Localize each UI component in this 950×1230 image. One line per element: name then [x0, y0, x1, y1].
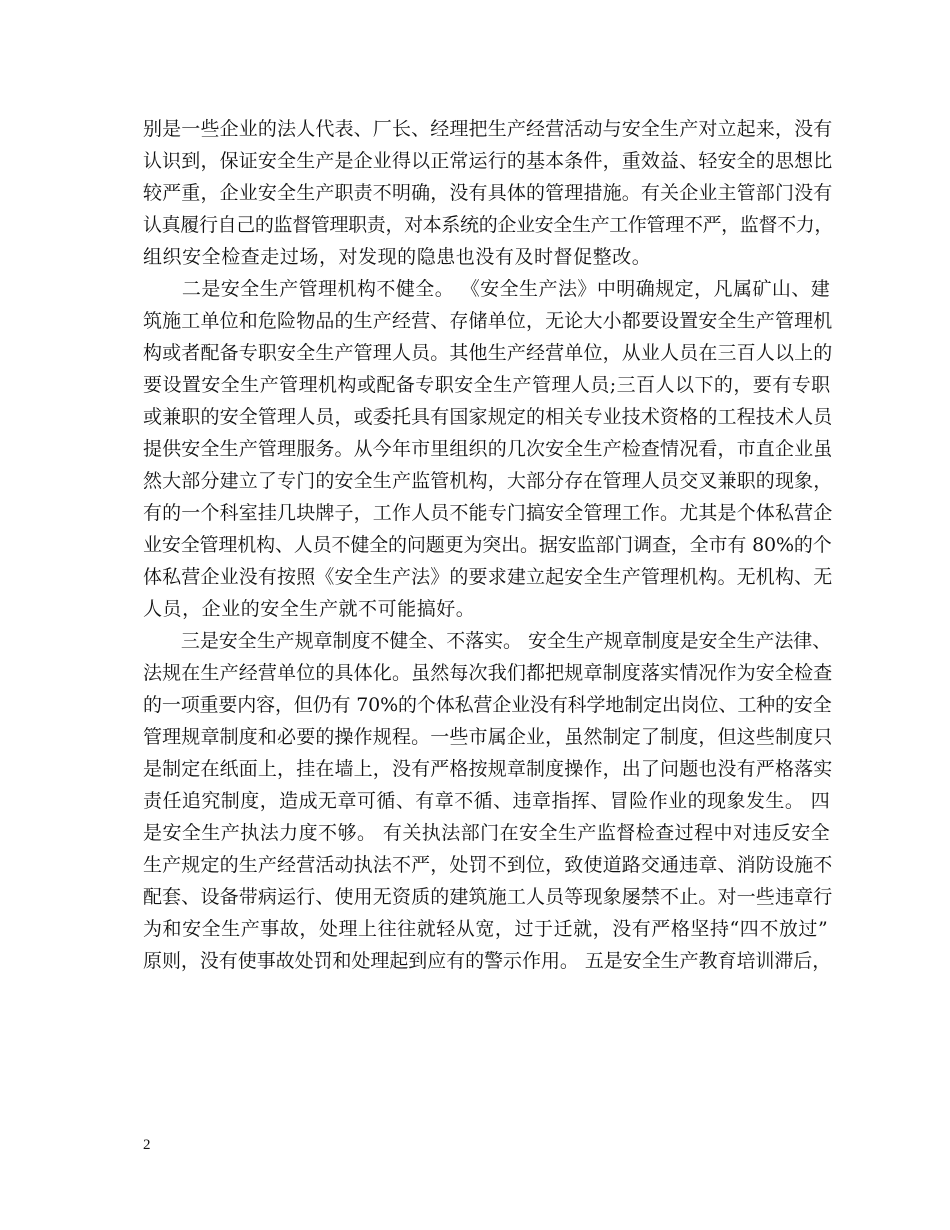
text-line: 业安全管理机构、人员不健全的问题更为突出。据安监部门调查，全市有 80%的个 — [143, 534, 832, 556]
text-line: 法规在生产经营单位的具体化。虽然每次我们都把规章制度落实情况作为安全检查 — [143, 662, 833, 684]
text-line: 配套、设备带病运行、使用无资质的建筑施工人员等现象屡禁不止。对一些违章行 — [143, 886, 833, 908]
text-line: 然大部分建立了专门的安全生产监管机构，大部分存在管理人员交叉兼职的现象， — [143, 470, 833, 492]
text-line: 为和安全生产事故，处理上往往就轻从宽，过于迁就，没有严格坚持“四不放过” — [143, 918, 829, 940]
page-number: 2 — [143, 1137, 151, 1153]
text-line: 责任追究制度，造成无章可循、有章不循、违章指挥、冒险作业的现象发生。 四 — [143, 790, 831, 812]
text-line: 三是安全生产规章制度不健全、不落实。 安全生产规章制度是安全生产法律、 — [143, 630, 832, 652]
text-line: 的一项重要内容，但仍有 70%的个体私营企业没有科学地制定出岗位、工种的安全 — [143, 694, 832, 716]
text-line: 较严重，企业安全生产职责不明确，没有具体的管理措施。有关企业主管部门没有 — [143, 182, 833, 204]
text-line: 管理规章制度和必要的操作规程。一些市属企业，虽然制定了制度，但这些制度只 — [143, 726, 833, 748]
text-line: 别是一些企业的法人代表、厂长、经理把生产经营活动与安全生产对立起来，没有 — [143, 118, 833, 140]
text-line: 组织安全检查走过场，对发现的隐患也没有及时督促整改。 — [143, 246, 652, 268]
text-line: 是制定在纸面上，挂在墙上，没有严格按规章制度操作，出了问题也没有严格落实 — [143, 758, 833, 780]
text-line: 生产规定的生产经营活动执法不严，处罚不到位，致使道路交通违章、消防设施不 — [143, 854, 833, 876]
text-line: 认识到，保证安全生产是企业得以正常运行的基本条件，重效益、轻安全的思想比 — [143, 150, 833, 172]
text-line: 二是安全生产管理机构不健全。 《安全生产法》中明确规定，凡属矿山、建 — [143, 278, 831, 300]
text-line: 人员，企业的安全生产就不可能搞好。 — [143, 598, 476, 620]
text-line: 是安全生产执法力度不够。 有关执法部门在安全生产监督检查过程中对违反安全 — [143, 822, 831, 844]
text-line: 筑施工单位和危险物品的生产经营、存储单位，无论大小都要设置安全生产管理机 — [143, 310, 833, 332]
text-line: 构或者配备专职安全生产管理人员。其他生产经营单位，从业人员在三百人以上的 — [143, 342, 833, 364]
text-line: 提供安全生产管理服务。从今年市里组织的几次安全生产检查情况看，市直企业虽 — [143, 438, 833, 460]
text-line: 认真履行自己的监督管理职责，对本系统的企业安全生产工作管理不严，监督不力， — [143, 214, 834, 236]
text-line: 或兼职的安全管理人员，或委托具有国家规定的相关专业技术资格的工程技术人员 — [143, 406, 833, 428]
text-line: 原则，没有使事故处罚和处理起到应有的警示作用。 五是安全生产教育培训滞后， — [143, 950, 832, 972]
text-line: 体私营企业没有按照《安全生产法》的要求建立起安全生产管理机构。无机构、无 — [143, 566, 833, 588]
text-line: 要设置安全生产管理机构或配备专职安全生产管理人员;三百人以下的，要有专职 — [143, 374, 831, 396]
text-line: 有的一个科室挂几块牌子，工作人员不能专门搞安全管理工作。尤其是个体私营企 — [143, 502, 833, 524]
body-text — [143, 113, 834, 977]
